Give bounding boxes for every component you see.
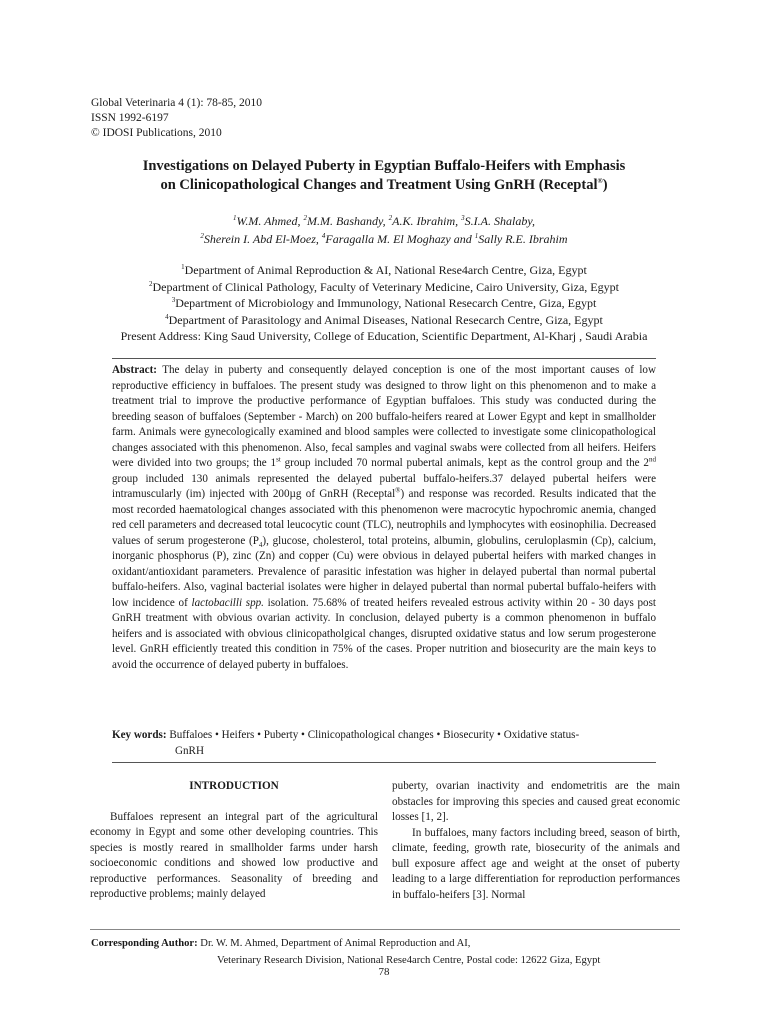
affiliation-list: [60, 262, 708, 345]
abstract-top-rule: [112, 358, 656, 359]
title-line-1: Investigations on Delayed Puberty in Egyptian Buffalo-Heifers with Emphasis: [142, 158, 626, 174]
journal-issn: ISSN 1992-6197: [91, 112, 169, 124]
journal-copyright: © IDOSI Publications, 2010: [91, 127, 222, 139]
affiliation-1: $^1$Department of Animal Reproduction & AI, National Rese4arch Centre, Giza, Egypt: [181, 263, 587, 277]
affiliation-2: $^2$Department of Clinical Pathology, Faculty of Veterinary Medicine, Cairo University, Giza, Egypt: [149, 279, 619, 294]
abstract-label: Abstract:: [112, 364, 157, 376]
left-column: [90, 779, 378, 903]
paper-title: [92, 157, 676, 195]
author-line-2: $^2$Sherein I. Abd El-Moez, $^4$Faragalla M. El Moghazy and $^1$Sally R.E. Ibrahim: [200, 232, 568, 246]
keywords-line-1: Buffaloes • Heifers • Puberty • Clinicopathological changes • Biosecurity • Oxidative status-: [166, 729, 580, 741]
intro-right-paragraph-2: In buffaloes, many factors including breed, season of birth, climate, feeding, growth rate, biosecurity of the animals and bull exposure affect age and weight at the onset of puberty leading to a large differentiation for reproduction performances in buffalo-heifers [3]. Normal: [392, 826, 680, 901]
corresponding-line-2: Veterinary Research Division, National Rese4arch Centre, Postal code: 12622 Giza, Egypt: [217, 955, 601, 966]
intro-left-paragraph: Buffaloes represent an integral part of the agricultural economy in Egypt and some other developing countries. This species is mostly reared in smallholder farms under harsh socioeconomic conditions and showed low productive and reproductive performances. Seasonality of breeding and reproductive problems; mainly delayed: [90, 810, 378, 900]
page-number: 78: [378, 966, 390, 978]
title-line-2: on Clinicopathological Changes and Treatment Using GnRH (Receptal®): [160, 177, 608, 193]
intro-right-paragraph-1: puberty, ovarian inactivity and endometritis are the main obstacles for improving this species and caused great economic losses [1, 2].: [392, 780, 680, 823]
keywords-bottom-rule: [112, 762, 656, 763]
journal-citation: Global Veterinaria 4 (1): 78-85, 2010: [91, 97, 262, 109]
keywords-label: Key words:: [112, 729, 167, 741]
keywords-line-2: GnRH: [175, 744, 204, 757]
affiliation-3: $^3$Department of Microbiology and Immunology, National Resecarch Centre, Giza, Egypt: [171, 296, 597, 311]
introduction-heading: INTRODUCTION: [189, 780, 279, 792]
present-address: Present Address: King Saud University, College of Education, Scientific Department, Al-Kharj , Saudi Arabia: [120, 329, 648, 344]
author-list: [92, 212, 676, 248]
corresponding-author: [91, 935, 691, 969]
corresponding-label: Corresponding Author:: [91, 938, 198, 949]
footnote-rule: [90, 929, 680, 930]
abstract: Abstract: The delay in puberty and consequently delayed conception is one of the most important causes of low reproductive efficiency in buffaloes. The present study was designed to throw light on this phenomenon and to make a treatment trial to improve the productive performance of Egyptian buffaloes. This study was conducted during the breeding season of buffaloes (September - March) on 200 buffalo-heifers reared at Lower Egypt and kept in smallholder farm. Animals were gynecologically examined and blood samples were collected to investigate some clinicopathological changes associated with this phenomenon. Also, fecal samples and vaginal swabs were collected from all heifers. Heifers were divided into two groups; the 1st group included 70 normal pubertal animals, kept as the control group and the 2nd group included 130 animals represented the delayed pubertal buffalo-heifers.37 delayed pubertal heifers were intramuscularly (im) injected with 200µg of GnRH (Receptal®) and response was recorded. Results indicated that the most recorded haematological changes associated with this phenomenon were macrocytic hypochromic anemia, changed red cell parameters and decreased total leucocytic count (TLC), neutrophils and lymphocytes with eosinophilia. Decreased values of serum progesterone $(P_4)$, glucose, cholesterol, total proteins, albumin, globulins, ceruloplasmin (Cp), calcium, inorganic phosphorus (P), zinc (Zn) and copper (Cu) were obvious in delayed pubertal heifers with marked changes in oxidant/antioxidant parameters. Prevalence of parasitic infestation was higher in delayed pubertal than normal pubertal buffalo-heifers. Also, vaginal bacterial isolates were higher in delayed pubertal than normal pubertal buffalo-heifers with low incidence of lactobacilli spp. isolation. 75.68% of treated heifers revealed estrous activity within 20 - 30 days post GnRH treatment with obvious ovarian activity. In conclusion, delayed puberty is a common phenomenon in buffalo heifers and is associated with obvious clinicopatholgical changes, disrupted oxidative status and low serum progesterone level. GnRH efficiently treated this condition in 75% of the cases. Proper nutrition and biosecurity are the main keys to avoid the occurrence of delayed puberty in buffaloes.: [112, 364, 657, 671]
affiliation-4: $^4$Department of Parasitology and Animal Diseases, National Resecarch Centre, Giza, Egypt: [165, 312, 603, 327]
keywords: [112, 728, 656, 759]
corresponding-line-1: Dr. W. M. Ahmed, Department of Animal Reproduction and AI,: [197, 938, 471, 949]
journal-header: [91, 96, 262, 141]
author-line-1: $^1$W.M. Ahmed, $^2$M.M. Bashandy, $^2$A.K. Ibrahim, $^3$S.I.A. Shalaby,: [233, 214, 535, 228]
right-column: [392, 779, 680, 903]
